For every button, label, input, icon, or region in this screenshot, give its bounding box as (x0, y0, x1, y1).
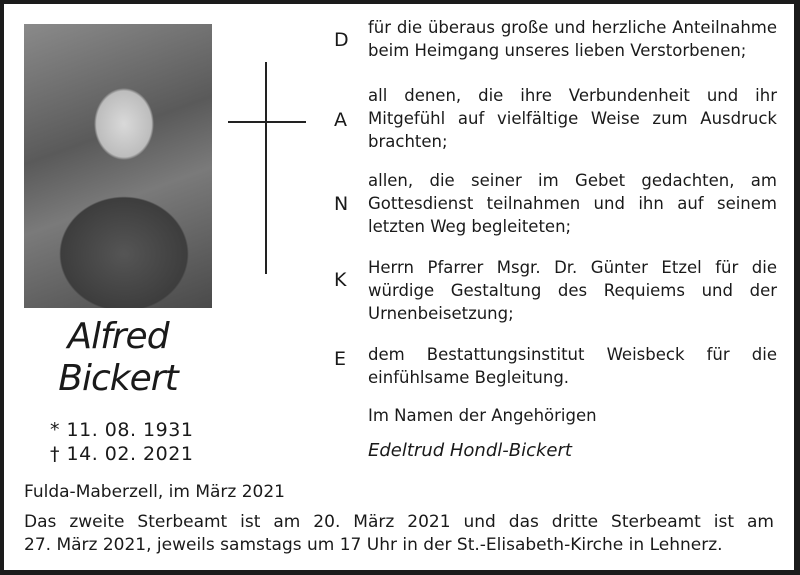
last-name: Bickert (58, 358, 178, 399)
death-date: † 14. 02. 2021 (50, 443, 194, 465)
signature: Edeltrud Hondl-Bickert (368, 440, 572, 461)
text-line: allen, die seiner im Gebet gedachten, am (368, 171, 777, 190)
text-line: würdige Gestaltung des Requiems und der (368, 281, 777, 300)
cross-icon-bar (228, 121, 306, 123)
text-line: all denen, die ihre Verbundenheit und ihr (368, 86, 777, 105)
text-line: beim Heimgang unseres lieben Verstorbenen; (368, 41, 747, 60)
thanks-block-a (368, 84, 777, 153)
text-line: 27. März 2021, jeweils samstags um 17 Uhr in der St.-Elisabeth-Kirche in Lehnerz. (24, 535, 723, 555)
obituary-notice (4, 4, 794, 570)
acrostic-letter: A (334, 109, 347, 131)
text-line: letzten Weg begleiteten; (368, 217, 572, 236)
text-line: Urnenbeisetzung; (368, 304, 514, 323)
text-line: einfühlsame Begleitung. (368, 368, 570, 387)
place-date: Fulda-Maberzell, im März 2021 (24, 482, 286, 502)
service-notice (24, 511, 774, 557)
text-line: dem Bestattungsinstitut Weisbeck für die (368, 345, 777, 364)
closing-text: Im Namen der Angehörigen (368, 406, 597, 425)
acrostic-letter: D (334, 29, 349, 51)
text-line: Das zweite Sterbeamt ist am 20. März 2021 und das dritte Sterbeamt ist am (24, 512, 774, 532)
acrostic-letter: N (334, 193, 349, 215)
text-line: Herrn Pfarrer Msgr. Dr. Günter Etzel für die (368, 258, 777, 277)
cross-icon (265, 62, 267, 274)
birth-date: * 11. 08. 1931 (50, 419, 194, 441)
text-line: für die überaus große und herzliche Anteilnahme (368, 18, 777, 37)
thanks-block-e (368, 343, 777, 389)
first-name: Alfred (67, 316, 169, 357)
portrait-photo (24, 24, 212, 308)
thanks-block-n (368, 169, 777, 238)
text-line: Gottesdienst teilnahmen und ihn auf seinem (368, 194, 777, 213)
thanks-block-d (368, 16, 777, 62)
acrostic-letter: K (334, 269, 347, 291)
acrostic-letter: E (334, 348, 347, 370)
text-line: brachten; (368, 132, 448, 151)
thanks-block-k (368, 256, 777, 325)
text-line: Mitgefühl auf vielfältige Weise zum Ausdruck (368, 109, 777, 128)
